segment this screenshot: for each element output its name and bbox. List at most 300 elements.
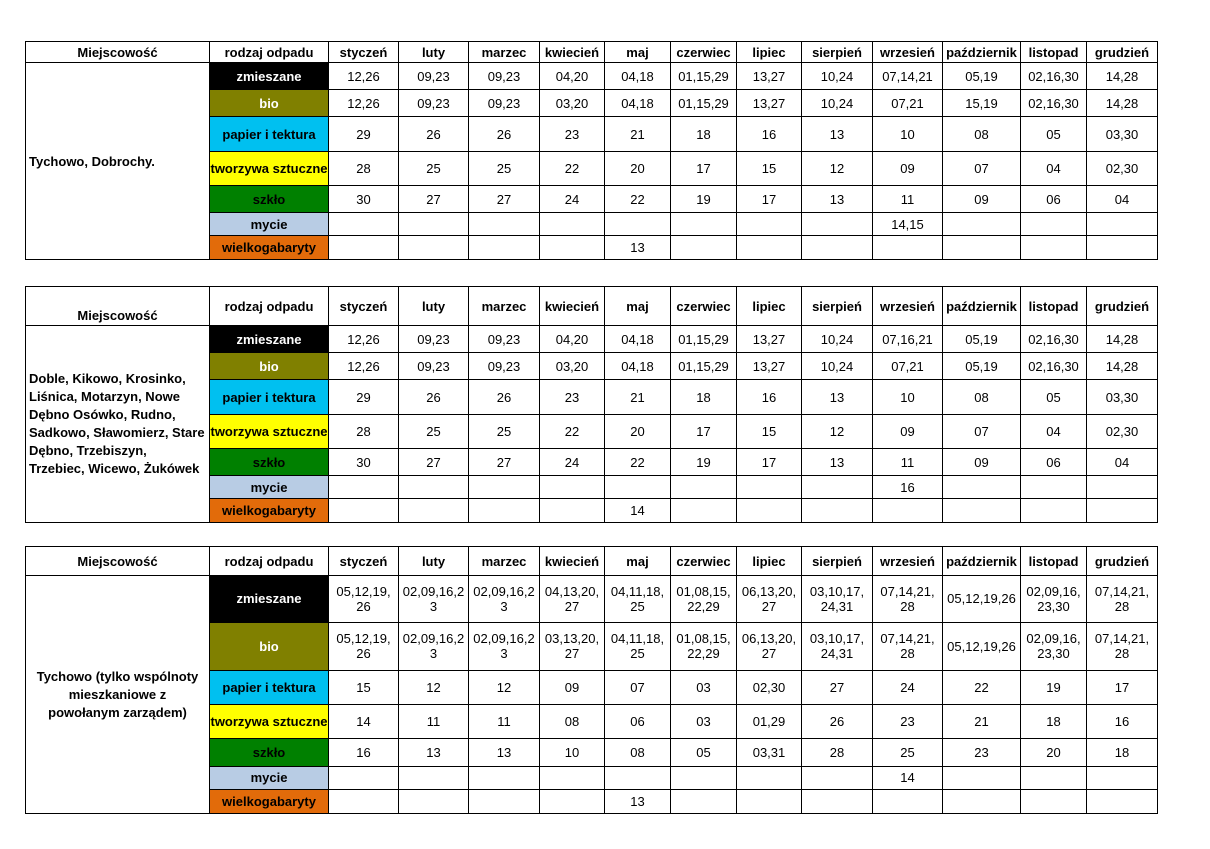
waste-type-label: papier i tektura — [210, 380, 329, 415]
date-cell: 07,14,21, 28 — [1087, 576, 1158, 622]
header-month: sierpień — [802, 287, 873, 326]
header-month: wrzesień — [873, 42, 943, 63]
date-cell — [605, 766, 671, 789]
date-cell: 01,29 — [737, 705, 802, 739]
header-month: grudzień — [1087, 547, 1158, 576]
header-place: Miejscowość — [26, 287, 210, 326]
date-cell: 13,27 — [737, 90, 802, 117]
date-cell: 29 — [329, 380, 399, 415]
date-cell: 02,09,16, 23,30 — [1021, 622, 1087, 670]
date-cell: 18 — [671, 380, 737, 415]
date-cell: 26 — [399, 117, 469, 152]
date-cell: 06 — [605, 705, 671, 739]
date-cell — [329, 213, 399, 236]
schedule-table-3 — [25, 546, 1158, 814]
date-cell: 10,24 — [802, 353, 873, 380]
date-cell: 18 — [1087, 739, 1158, 766]
date-cell: 07,21 — [873, 90, 943, 117]
date-cell: 10 — [540, 739, 605, 766]
date-cell: 09 — [873, 415, 943, 449]
date-cell: 17 — [737, 186, 802, 213]
date-cell: 23 — [540, 380, 605, 415]
date-cell: 10,24 — [802, 90, 873, 117]
date-cell: 13 — [469, 739, 540, 766]
header-month: październik — [943, 287, 1021, 326]
waste-type-label: bio — [210, 90, 329, 117]
date-cell: 12,26 — [329, 326, 399, 353]
date-cell — [873, 789, 943, 813]
date-cell — [1021, 766, 1087, 789]
date-cell — [605, 476, 671, 499]
header-month: sierpień — [802, 42, 873, 63]
header-place: Miejscowość — [26, 42, 210, 63]
date-cell — [1021, 236, 1087, 260]
date-cell: 11 — [873, 186, 943, 213]
date-cell: 04,18 — [605, 353, 671, 380]
date-cell — [1087, 213, 1158, 236]
date-cell: 26 — [399, 380, 469, 415]
date-cell: 09,23 — [399, 90, 469, 117]
date-cell: 04,20 — [540, 326, 605, 353]
date-cell — [737, 766, 802, 789]
date-cell: 13,27 — [737, 326, 802, 353]
date-cell: 09,23 — [399, 63, 469, 90]
waste-type-label: wielkogabaryty — [210, 236, 329, 260]
date-cell: 03,10,17, 24,31 — [802, 622, 873, 670]
date-cell — [1087, 766, 1158, 789]
date-cell — [540, 766, 605, 789]
date-cell: 03,31 — [737, 739, 802, 766]
waste-type-label: szkło — [210, 186, 329, 213]
header-month: czerwiec — [671, 42, 737, 63]
date-cell: 22 — [540, 152, 605, 186]
header-place: Miejscowość — [26, 547, 210, 576]
date-cell: 05 — [671, 739, 737, 766]
header-month: luty — [399, 287, 469, 326]
waste-type-label: szkło — [210, 739, 329, 766]
date-cell: 07,16,21 — [873, 326, 943, 353]
date-cell: 25 — [399, 415, 469, 449]
date-cell: 14,28 — [1087, 326, 1158, 353]
waste-type-label: mycie — [210, 213, 329, 236]
date-cell: 05,19 — [943, 326, 1021, 353]
date-cell: 27 — [802, 670, 873, 704]
date-cell: 17 — [671, 415, 737, 449]
date-cell — [469, 766, 540, 789]
date-cell: 15 — [737, 152, 802, 186]
date-cell — [671, 476, 737, 499]
date-cell: 19 — [671, 186, 737, 213]
date-cell: 05,12,19, 26 — [329, 622, 399, 670]
date-cell: 02,09,16,2 3 — [469, 576, 540, 622]
date-cell: 07,14,21, 28 — [873, 576, 943, 622]
date-cell: 01,15,29 — [671, 63, 737, 90]
date-cell: 25 — [469, 415, 540, 449]
date-cell — [943, 789, 1021, 813]
date-cell: 25 — [399, 152, 469, 186]
place-name: Tychowo (tylko wspólnoty mieszkaniowe z powołanym zarządem) — [26, 576, 210, 814]
date-cell: 07,14,21, 28 — [873, 622, 943, 670]
waste-type-label: wielkogabaryty — [210, 789, 329, 813]
header-row — [26, 42, 1158, 63]
date-cell: 04,18 — [605, 90, 671, 117]
date-cell: 09 — [873, 152, 943, 186]
date-cell: 09,23 — [399, 353, 469, 380]
waste-type-label: zmieszane — [210, 63, 329, 90]
date-cell: 12 — [469, 670, 540, 704]
date-cell — [1021, 213, 1087, 236]
date-cell: 07,14,21, 28 — [1087, 622, 1158, 670]
waste-type-label: papier i tektura — [210, 117, 329, 152]
date-cell: 11 — [873, 449, 943, 476]
date-cell — [329, 236, 399, 260]
date-cell: 02,09,16,2 3 — [469, 622, 540, 670]
date-cell: 07 — [943, 152, 1021, 186]
date-cell — [943, 499, 1021, 523]
date-cell: 01,08,15, 22,29 — [671, 576, 737, 622]
date-cell: 12,26 — [329, 353, 399, 380]
date-cell: 02,16,30 — [1021, 90, 1087, 117]
waste-type-label: bio — [210, 353, 329, 380]
date-cell: 08 — [943, 117, 1021, 152]
date-cell: 22 — [540, 415, 605, 449]
date-cell — [540, 499, 605, 523]
header-month: październik — [943, 547, 1021, 576]
date-cell — [399, 499, 469, 523]
date-cell: 07 — [605, 670, 671, 704]
date-cell: 10,24 — [802, 63, 873, 90]
date-cell: 02,30 — [737, 670, 802, 704]
date-cell: 04,13,20, 27 — [540, 576, 605, 622]
header-month: lipiec — [737, 287, 802, 326]
date-cell — [802, 236, 873, 260]
date-cell: 07 — [943, 415, 1021, 449]
header-month: grudzień — [1087, 287, 1158, 326]
date-cell: 03,30 — [1087, 380, 1158, 415]
date-cell: 14 — [329, 705, 399, 739]
date-cell: 29 — [329, 117, 399, 152]
date-cell: 05,19 — [943, 353, 1021, 380]
date-cell: 23 — [943, 739, 1021, 766]
date-cell — [329, 476, 399, 499]
date-cell: 23 — [873, 705, 943, 739]
date-cell: 09,23 — [469, 353, 540, 380]
date-cell: 06,13,20, 27 — [737, 576, 802, 622]
header-row — [26, 287, 1158, 326]
date-cell: 09,23 — [469, 326, 540, 353]
waste-type-label: zmieszane — [210, 576, 329, 622]
date-cell: 09,23 — [469, 90, 540, 117]
waste-type-label: tworzywa sztuczne — [210, 705, 329, 739]
date-cell: 17 — [737, 449, 802, 476]
date-cell: 22 — [605, 186, 671, 213]
date-cell: 28 — [329, 415, 399, 449]
date-cell: 23 — [540, 117, 605, 152]
waste-type-label: szkło — [210, 449, 329, 476]
date-cell — [737, 236, 802, 260]
waste-type-label: tworzywa sztuczne — [210, 415, 329, 449]
date-cell: 05 — [1021, 380, 1087, 415]
date-cell: 20 — [605, 152, 671, 186]
date-cell — [469, 789, 540, 813]
waste-type-label: zmieszane — [210, 326, 329, 353]
date-cell — [469, 499, 540, 523]
header-month: kwiecień — [540, 287, 605, 326]
date-cell: 08 — [605, 739, 671, 766]
date-cell: 14,28 — [1087, 63, 1158, 90]
date-cell: 26 — [469, 117, 540, 152]
date-cell: 04,18 — [605, 326, 671, 353]
date-cell — [873, 499, 943, 523]
date-cell: 17 — [1087, 670, 1158, 704]
header-month: maj — [605, 547, 671, 576]
header-month: listopad — [1021, 42, 1087, 63]
date-cell: 17 — [671, 152, 737, 186]
date-cell: 25 — [873, 739, 943, 766]
date-cell: 02,09,16, 23,30 — [1021, 576, 1087, 622]
header-month: sierpień — [802, 547, 873, 576]
date-cell: 13 — [399, 739, 469, 766]
date-cell: 06 — [1021, 449, 1087, 476]
header-month: marzec — [469, 547, 540, 576]
date-cell: 07,21 — [873, 353, 943, 380]
date-cell: 04 — [1021, 415, 1087, 449]
date-cell: 04,11,18, 25 — [605, 576, 671, 622]
date-cell — [469, 476, 540, 499]
date-cell — [399, 236, 469, 260]
header-month: listopad — [1021, 547, 1087, 576]
date-cell: 27 — [399, 186, 469, 213]
date-cell — [1087, 789, 1158, 813]
waste-type-label: wielkogabaryty — [210, 499, 329, 523]
date-cell — [671, 213, 737, 236]
date-cell — [540, 476, 605, 499]
date-cell: 28 — [802, 739, 873, 766]
date-cell — [469, 213, 540, 236]
date-cell: 15 — [329, 670, 399, 704]
date-cell: 01,15,29 — [671, 353, 737, 380]
date-cell: 10,24 — [802, 326, 873, 353]
date-cell — [671, 499, 737, 523]
date-cell: 02,30 — [1087, 152, 1158, 186]
date-cell: 08 — [943, 380, 1021, 415]
header-month: wrzesień — [873, 287, 943, 326]
header-month: luty — [399, 42, 469, 63]
date-cell — [671, 766, 737, 789]
date-cell — [1021, 789, 1087, 813]
date-cell: 24 — [540, 449, 605, 476]
date-cell: 03,10,17, 24,31 — [802, 576, 873, 622]
date-cell: 16 — [873, 476, 943, 499]
date-cell: 05,12,19, 26 — [329, 576, 399, 622]
date-cell: 02,16,30 — [1021, 326, 1087, 353]
date-cell: 04 — [1087, 449, 1158, 476]
date-cell — [1087, 236, 1158, 260]
date-cell: 09 — [540, 670, 605, 704]
date-cell — [1021, 476, 1087, 499]
date-cell: 19 — [671, 449, 737, 476]
header-month: styczeń — [329, 547, 399, 576]
date-cell: 13 — [605, 236, 671, 260]
date-cell — [802, 476, 873, 499]
header-month: styczeń — [329, 287, 399, 326]
header-month: marzec — [469, 42, 540, 63]
date-cell — [399, 476, 469, 499]
date-cell: 13 — [802, 449, 873, 476]
date-cell — [540, 236, 605, 260]
header-row — [26, 547, 1158, 576]
date-cell: 13 — [802, 380, 873, 415]
date-cell: 05 — [1021, 117, 1087, 152]
date-cell: 02,30 — [1087, 415, 1158, 449]
date-cell: 18 — [1021, 705, 1087, 739]
schedule-table-2 — [25, 286, 1158, 523]
date-cell: 16 — [737, 117, 802, 152]
header-month: październik — [943, 42, 1021, 63]
date-cell — [737, 789, 802, 813]
date-cell: 30 — [329, 449, 399, 476]
date-cell: 13,27 — [737, 63, 802, 90]
date-cell: 14,28 — [1087, 90, 1158, 117]
header-month: maj — [605, 42, 671, 63]
date-cell: 02,09,16,2 3 — [399, 576, 469, 622]
waste-type-label: bio — [210, 622, 329, 670]
date-cell: 18 — [671, 117, 737, 152]
header-month: lipiec — [737, 42, 802, 63]
date-cell: 26 — [469, 380, 540, 415]
header-month: luty — [399, 547, 469, 576]
date-cell: 04 — [1087, 186, 1158, 213]
date-cell: 21 — [943, 705, 1021, 739]
date-cell — [737, 499, 802, 523]
header-month: kwiecień — [540, 42, 605, 63]
date-cell: 03 — [671, 705, 737, 739]
date-cell: 27 — [399, 449, 469, 476]
table-row — [26, 326, 1158, 353]
date-cell: 08 — [540, 705, 605, 739]
date-cell — [399, 213, 469, 236]
date-cell: 03,13,20, 27 — [540, 622, 605, 670]
header-month: styczeń — [329, 42, 399, 63]
header-waste-type: rodzaj odpadu — [210, 287, 329, 326]
date-cell: 06,13,20, 27 — [737, 622, 802, 670]
date-cell: 02,16,30 — [1021, 63, 1087, 90]
header-month: grudzień — [1087, 42, 1158, 63]
date-cell: 13,27 — [737, 353, 802, 380]
date-cell: 05,12,19,26 — [943, 622, 1021, 670]
date-cell: 04 — [1021, 152, 1087, 186]
header-month: czerwiec — [671, 287, 737, 326]
date-cell: 04,20 — [540, 63, 605, 90]
date-cell: 22 — [605, 449, 671, 476]
date-cell: 16 — [329, 739, 399, 766]
date-cell — [605, 213, 671, 236]
date-cell: 12 — [802, 152, 873, 186]
date-cell: 11 — [469, 705, 540, 739]
date-cell: 27 — [469, 186, 540, 213]
date-cell — [802, 789, 873, 813]
date-cell: 09,23 — [469, 63, 540, 90]
date-cell: 03 — [671, 670, 737, 704]
date-cell — [943, 236, 1021, 260]
date-cell: 22 — [943, 670, 1021, 704]
date-cell — [1021, 499, 1087, 523]
waste-type-label: mycie — [210, 766, 329, 789]
date-cell: 21 — [605, 380, 671, 415]
date-cell — [943, 213, 1021, 236]
date-cell: 03,20 — [540, 353, 605, 380]
place-name: Tychowo, Dobrochy. — [26, 63, 210, 260]
date-cell — [1087, 476, 1158, 499]
date-cell — [671, 789, 737, 813]
date-cell: 24 — [540, 186, 605, 213]
header-month: marzec — [469, 287, 540, 326]
header-month: kwiecień — [540, 547, 605, 576]
date-cell: 14,15 — [873, 213, 943, 236]
date-cell — [943, 766, 1021, 789]
date-cell: 19 — [1021, 670, 1087, 704]
date-cell: 05,19 — [943, 63, 1021, 90]
date-cell: 01,15,29 — [671, 90, 737, 117]
date-cell: 09 — [943, 186, 1021, 213]
date-cell: 04,11,18, 25 — [605, 622, 671, 670]
waste-type-label: papier i tektura — [210, 670, 329, 704]
date-cell: 14,28 — [1087, 353, 1158, 380]
date-cell: 20 — [1021, 739, 1087, 766]
date-cell: 27 — [469, 449, 540, 476]
date-cell: 21 — [605, 117, 671, 152]
date-cell: 12,26 — [329, 63, 399, 90]
date-cell — [469, 236, 540, 260]
date-cell: 13 — [802, 117, 873, 152]
date-cell: 09 — [943, 449, 1021, 476]
date-cell: 06 — [1021, 186, 1087, 213]
date-cell: 04,18 — [605, 63, 671, 90]
date-cell: 11 — [399, 705, 469, 739]
date-cell: 25 — [469, 152, 540, 186]
date-cell — [671, 236, 737, 260]
date-cell — [802, 213, 873, 236]
date-cell — [1087, 499, 1158, 523]
date-cell: 16 — [1087, 705, 1158, 739]
place-name: Doble, Kikowo, Krosinko, Liśnica, Motarzyn, Nowe Dębno Osówko, Rudno, Sadkowo, Sławomierz, Stare Dębno, Trzebiszyn, Trzebiec, Wicewo, Żukówek — [26, 326, 210, 523]
date-cell — [802, 766, 873, 789]
header-month: maj — [605, 287, 671, 326]
date-cell: 09,23 — [399, 326, 469, 353]
date-cell: 12 — [802, 415, 873, 449]
date-cell: 02,09,16,2 3 — [399, 622, 469, 670]
header-waste-type: rodzaj odpadu — [210, 547, 329, 576]
date-cell: 15,19 — [943, 90, 1021, 117]
date-cell: 01,08,15, 22,29 — [671, 622, 737, 670]
date-cell — [540, 213, 605, 236]
date-cell: 20 — [605, 415, 671, 449]
date-cell — [399, 789, 469, 813]
date-cell — [540, 789, 605, 813]
date-cell: 03,20 — [540, 90, 605, 117]
date-cell: 12,26 — [329, 90, 399, 117]
date-cell: 26 — [802, 705, 873, 739]
date-cell: 12 — [399, 670, 469, 704]
date-cell — [802, 499, 873, 523]
date-cell — [329, 499, 399, 523]
date-cell: 24 — [873, 670, 943, 704]
date-cell: 10 — [873, 380, 943, 415]
date-cell: 05,12,19,26 — [943, 576, 1021, 622]
date-cell — [943, 476, 1021, 499]
date-cell — [737, 476, 802, 499]
waste-type-label: mycie — [210, 476, 329, 499]
